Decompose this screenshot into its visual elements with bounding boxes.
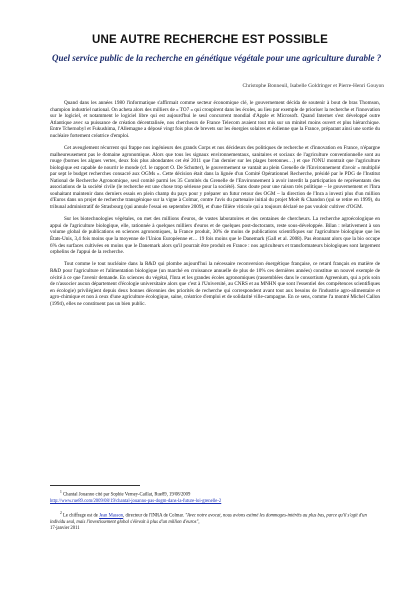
footnotes [50, 492, 380, 540]
footnote-2 [50, 510, 380, 532]
footnote-text: , directeur de l'INRA de Colmar. [123, 513, 185, 519]
document-title: UNE AUTRE RECHERCHE EST POSSIBLE [91, 34, 328, 46]
footnote-link[interactable]: http://www.rue89.com/2009/08/19/chantal-jouanno-pas-dogm-dans-la-future-loi-grenelle-2 [50, 498, 222, 504]
footnote-divider [50, 485, 140, 486]
footnote-quote: "Avec notre avocat, nous avions estimé les dommages-intérêts au plus bas, parce qu'il s'agit d'un individu seul, mais l'investissement global s'élevait à plus d'un million d'euros", [50, 513, 367, 525]
body-paragraph: Cet aveuglement récurrent qui frappe nos ingénieurs des grands Corps et nos décideurs des politiques de recherche et d'innovation en France, n'épargne malheureusement pas le domaine agronomique. Alors que tous les signaux environnementaux, sanitaires et sociaux de l'agriculture conventionnelle sont au rouge (bornes les algues vertes, deux fois plus abondantes cet été 2011 que l'an dernier sur les plages bretonnes…) et que l'ONU montrait que l'agriculture biologique est capable de nourrir le monde (cf. le rapport O. De Schutter), le gouvernement se vantait au plein Grenelle de l'Environnement d'avoir « multiplié par sept le budget recherches consacré aux OGMs ». Cette décision était dans la lignée d'un Comité Opérationnel Recherche, présidé par le PDG de l'Institut National de Recherche Agronomique, seul comité parmi les 35 Comités du Grenelle de l'Environnement à avoir interdit la participation de représentants des associations de la société civile (le recherche est une chose trop sérieuse pour la société). Sans doute pour une raison très politique – le gouvernement et l'Inra souhaitant maintenir dans derniers essais en plein champ du pays pour y préparer un futur retour des OGM – la direction de l'Inra a investi plus d'un million d'Euros dans un projet de recherche transgénique sur la vigne à Colmar, contre l'avis du partenaire initial du projet Moët & Chandon (qui se retire en 1999), du tribunal administratif de Strasbourg (qui annule l'essai en septembre 2009), et d'une filière viticole qui a toujours déclaré ne pas vouloir cultiver d'OGM. [50, 145, 380, 210]
document-subtitle: Quel service public de la recherche en génétique végétale pour une agriculture durable ? [52, 53, 382, 63]
body-paragraph: Quand dans les années 1980 l'informatique s'affirmait comme secteur économique clé, le gouvernement décida de soutenir à bout de bras Thomson, champion industriel national. On acheta alors des milliers de « TO7 » qui croupirent dans les écoles, au lieu par exemple de prioriser la recherche et l'innovation sur le logiciel, et notamment le logiciel libre qui est aujourd'hui le seul concurrent mondial d'Apple et Microsoft. Quand Internet s'est développé outre Atlantique avec sa puissance de création décentralisée, nos chercheurs de France Telecom avaient tout mis sur un minitel moins ouvert et plus hiérarchique. Entre Tchernobyl et Fukushima, l'Allemagne a déposé vingt fois plus de brevets sur les énergies solaires et éolienne que la France, préparant ainsi une sortie du nucléaire fortement créatrice d'emploi. [50, 100, 380, 139]
body-paragraph: Tout comme le tout nucléaire dans la R&D qui plombe aujourd'hui la nécessaire reconversion énergétique française, ce retard français en matière de R&D pour l'agriculture et l'alimentation biologique (un marché en croissance annuelle de plus de 10% ces dernières années) constitue un nouvel exemple de cécité à ce que l'avenir demande. En sciences du végétal, l'Inra et les grandes écoles agronomiques (rassemblées dans le consortium Agreenium, qui a pris soin de n'associer aucun département d'écologie universitaire alors que c'est à l'Université, au CNRS et au MNHN que sont l'essentiel des compétences scientifiques en écologie) privilégient depuis deux bonnes décennies des priorités de recherche qui correspondent avant tout aux besoins de l'industrie agro-alimentaire et agro-chimique et non à ceux d'une agriculture écologique, saine, créatrice d'emploi et de solidarité ville-campagne. En ce sens, comme l'a montré Michel Callon (1994), elles ne constituent pas un bien public. [50, 261, 380, 307]
footnote-marker: 1 [60, 490, 62, 494]
footnote-text: Le chiffrage est de [62, 513, 98, 519]
footnote-1 [50, 492, 380, 505]
footnote-text: Chantal Jouanno cité par Sophie Verney-Caillat, Rue89, 19/08/2009 [62, 492, 191, 498]
document-body [50, 100, 380, 313]
body-paragraph: Sur les biotechnologies végétales, on met des millions d'euros, de vastes laboratoires et des centaines de chercheurs. La recherche agroécologique en appui de l'agriculture biologique, elle, rationnée à quelques milliers d'euros et de quelques post-doctorants, reste sous-développée. Bilan : relativement à son volume global de publications en sciences agronomiques, la France produit, 30% de moins de publications scientifiques sur l'agriculture biologique que les États-Unis, 3,4 fois moins que la moyenne de l'Union Européenne et… 19 fois moins que le Danemark (Gall et al. 2008). Pas étonnant alors que la bio occupe 6% des surfaces cultivées en moins que le Danemark alors qu'il pourrait être produit en France : nos agriculteurs et transformateurs biologiques sont largement orphelins de l'appui de la recherche. [50, 216, 380, 256]
footnote-marker: 2 [60, 510, 62, 515]
document-authors: Christophe Bonneuil, Isabelle Goldringer et Pierre-Henri Gouyon [242, 83, 384, 89]
footnote-date: 17-janvier 2011 [50, 525, 80, 531]
footnote-person-link[interactable]: Jean Masson [99, 513, 124, 519]
